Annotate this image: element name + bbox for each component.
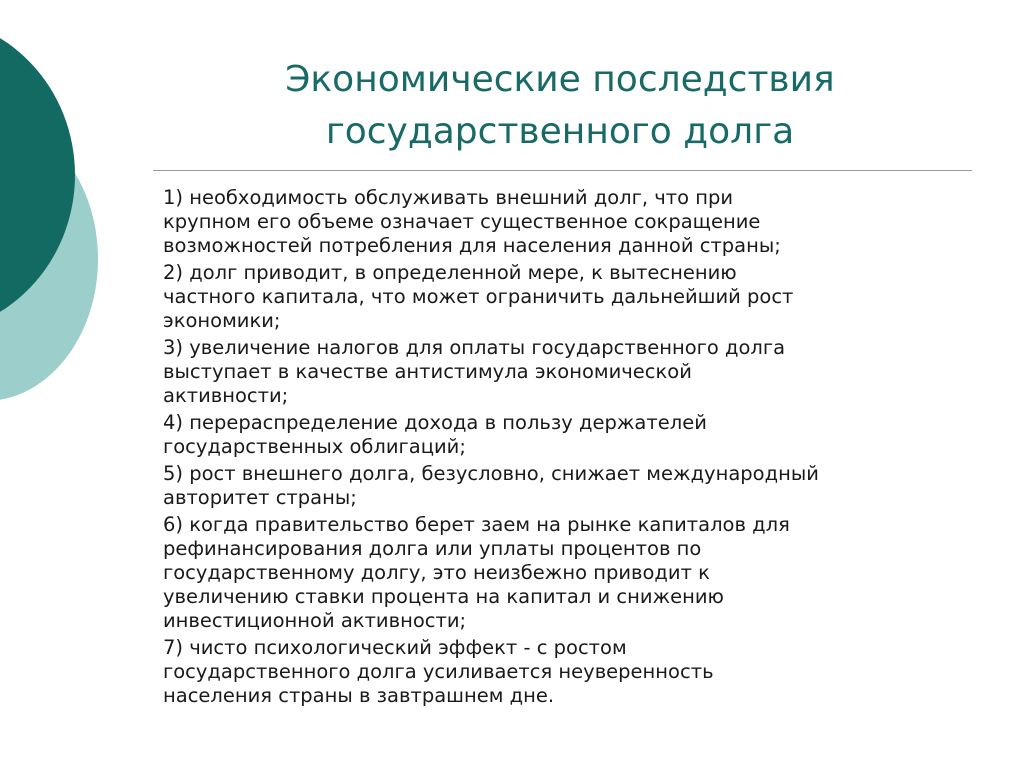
list-item	[163, 261, 993, 333]
list-item-line: 2) долг приводит, в определенной мере, к вытеснению	[163, 261, 737, 284]
list-item	[163, 636, 993, 708]
slide-title	[200, 54, 920, 158]
list-item-line: государственных облигаций;	[163, 435, 466, 458]
list-item-line: 1) необходимость обслуживать внешний долг, что при	[163, 186, 734, 209]
list-item-line: 4) перераспределение дохода в пользу держателей	[163, 411, 707, 434]
list-item-line: 6) когда правительство берет заем на рынке капиталов для	[163, 513, 790, 536]
list-item-line: населения страны в завтрашнем дне.	[163, 684, 555, 707]
list-item	[163, 411, 993, 459]
title-divider	[153, 170, 972, 171]
list-item-line: увеличению ставки процента на капитал и снижению	[163, 585, 724, 608]
list-item-line: частного капитала, что может ограничить дальнейший рост	[163, 285, 794, 308]
list-item-line: выступает в качестве антистимула экономической	[163, 360, 692, 383]
list-item-line: 7) чисто психологический эффект - с ростом	[163, 636, 627, 659]
list-item-line: государственному долгу, это неизбежно приводит к	[163, 561, 710, 584]
list-item	[163, 462, 993, 510]
slide-title-line-1: Экономические последствия	[285, 59, 835, 100]
list-item-line: авторитет страны;	[163, 486, 357, 509]
slide-title-line-2: государственного долга	[325, 111, 795, 152]
list-item-line: экономики;	[163, 309, 281, 332]
list-item-line: крупном его объеме означает существенное сокращение	[163, 210, 761, 233]
list-item-line: инвестиционной активности;	[163, 609, 467, 632]
consequences-list	[163, 186, 993, 711]
list-item	[163, 513, 993, 633]
list-item	[163, 186, 993, 258]
list-item	[163, 336, 993, 408]
list-item-line: рефинансирования долга или уплаты процентов по	[163, 537, 702, 560]
list-item-line: 5) рост внешнего долга, безусловно, снижает международный	[163, 462, 819, 485]
list-item-line: 3) увеличение налогов для оплаты государственного долга	[163, 336, 786, 359]
list-item-line: возможностей потребления для населения данной страны;	[163, 234, 781, 257]
list-item-line: государственного долга усиливается неуверенность	[163, 660, 714, 683]
list-item-line: активности;	[163, 384, 289, 407]
